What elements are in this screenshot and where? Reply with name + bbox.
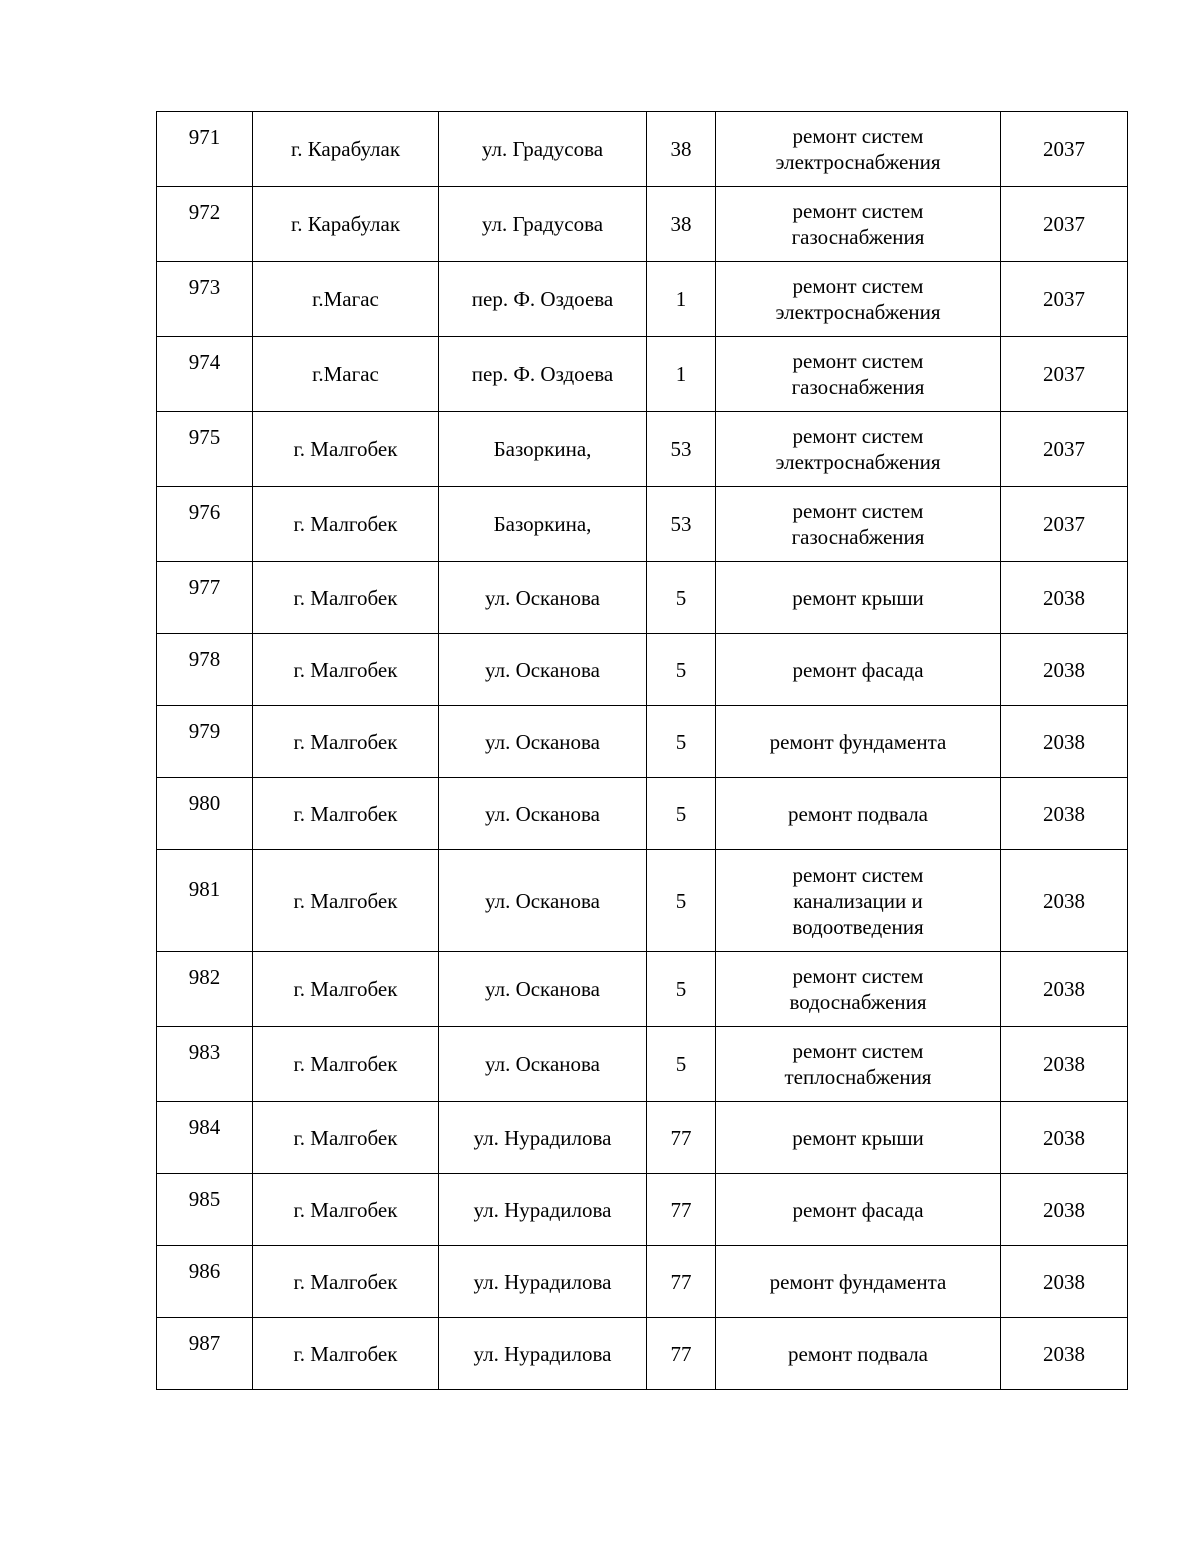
table-row	[157, 706, 1128, 778]
table-row	[157, 1174, 1128, 1246]
work-type-cell: ремонт крыши	[716, 1102, 1001, 1174]
table-row	[157, 952, 1128, 1027]
work-type-cell: ремонт систем теплоснабжения	[716, 1027, 1001, 1102]
row-number: 978	[157, 634, 253, 706]
house-cell: 77	[647, 1102, 716, 1174]
table-row	[157, 1246, 1128, 1318]
work-type-cell: ремонт подвала	[716, 778, 1001, 850]
year-cell: 2038	[1001, 778, 1128, 850]
row-number: 977	[157, 562, 253, 634]
year-cell: 2037	[1001, 112, 1128, 187]
table-row	[157, 634, 1128, 706]
row-number: 974	[157, 337, 253, 412]
work-type-cell: ремонт фундамента	[716, 706, 1001, 778]
city-cell: г. Малгобек	[253, 778, 439, 850]
city-cell: г. Карабулак	[253, 187, 439, 262]
table-row	[157, 262, 1128, 337]
city-cell: г.Магас	[253, 262, 439, 337]
row-number: 983	[157, 1027, 253, 1102]
table-row	[157, 1027, 1128, 1102]
house-cell: 38	[647, 112, 716, 187]
street-cell: ул. Осканова	[439, 1027, 647, 1102]
work-type-cell: ремонт подвала	[716, 1318, 1001, 1390]
year-cell: 2037	[1001, 487, 1128, 562]
table-row	[157, 487, 1128, 562]
work-type-cell: ремонт крыши	[716, 562, 1001, 634]
year-cell: 2038	[1001, 706, 1128, 778]
city-cell: г. Малгобек	[253, 1246, 439, 1318]
city-cell: г. Малгобек	[253, 850, 439, 952]
city-cell: г. Малгобек	[253, 634, 439, 706]
work-type-cell: ремонт систем электроснабжения	[716, 262, 1001, 337]
street-cell: Базоркина,	[439, 412, 647, 487]
year-cell: 2037	[1001, 337, 1128, 412]
year-cell: 2038	[1001, 1174, 1128, 1246]
street-cell: ул. Осканова	[439, 706, 647, 778]
city-cell: г. Малгобек	[253, 412, 439, 487]
table-row	[157, 850, 1128, 952]
city-cell: г. Малгобек	[253, 706, 439, 778]
street-cell: ул. Осканова	[439, 778, 647, 850]
work-type-cell: ремонт систем электроснабжения	[716, 112, 1001, 187]
street-cell: ул. Нурадилова	[439, 1174, 647, 1246]
row-number: 980	[157, 778, 253, 850]
street-cell: ул. Градусова	[439, 187, 647, 262]
table-row	[157, 562, 1128, 634]
house-cell: 1	[647, 262, 716, 337]
street-cell: Базоркина,	[439, 487, 647, 562]
street-cell: ул. Осканова	[439, 562, 647, 634]
year-cell: 2038	[1001, 1318, 1128, 1390]
year-cell: 2037	[1001, 412, 1128, 487]
year-cell: 2038	[1001, 1102, 1128, 1174]
house-cell: 5	[647, 634, 716, 706]
street-cell: ул. Нурадилова	[439, 1318, 647, 1390]
city-cell: г. Малгобек	[253, 562, 439, 634]
house-cell: 5	[647, 778, 716, 850]
row-number: 982	[157, 952, 253, 1027]
house-cell: 53	[647, 487, 716, 562]
city-cell: г. Малгобек	[253, 1318, 439, 1390]
row-number: 973	[157, 262, 253, 337]
year-cell: 2038	[1001, 1246, 1128, 1318]
city-cell: г. Малгобек	[253, 952, 439, 1027]
table-body	[157, 112, 1128, 1390]
house-cell: 5	[647, 1027, 716, 1102]
row-number: 979	[157, 706, 253, 778]
work-type-cell: ремонт фасада	[716, 634, 1001, 706]
street-cell: ул. Нурадилова	[439, 1102, 647, 1174]
house-cell: 77	[647, 1174, 716, 1246]
row-number: 975	[157, 412, 253, 487]
city-cell: г. Малгобек	[253, 487, 439, 562]
work-type-cell: ремонт систем газоснабжения	[716, 487, 1001, 562]
year-cell: 2038	[1001, 850, 1128, 952]
street-cell: пер. Ф. Оздоева	[439, 337, 647, 412]
house-cell: 77	[647, 1318, 716, 1390]
street-cell: ул. Осканова	[439, 850, 647, 952]
city-cell: г. Карабулак	[253, 112, 439, 187]
table-row	[157, 412, 1128, 487]
work-type-cell: ремонт систем электроснабжения	[716, 412, 1001, 487]
row-number: 984	[157, 1102, 253, 1174]
city-cell: г. Малгобек	[253, 1174, 439, 1246]
work-type-cell: ремонт фундамента	[716, 1246, 1001, 1318]
house-cell: 77	[647, 1246, 716, 1318]
row-number: 976	[157, 487, 253, 562]
year-cell: 2037	[1001, 187, 1128, 262]
work-type-cell: ремонт фасада	[716, 1174, 1001, 1246]
year-cell: 2038	[1001, 562, 1128, 634]
row-number: 985	[157, 1174, 253, 1246]
year-cell: 2038	[1001, 952, 1128, 1027]
table-row	[157, 778, 1128, 850]
table-row	[157, 187, 1128, 262]
year-cell: 2038	[1001, 1027, 1128, 1102]
work-type-cell: ремонт систем канализации и водоотведения	[716, 850, 1001, 952]
house-cell: 5	[647, 562, 716, 634]
street-cell: ул. Осканова	[439, 634, 647, 706]
city-cell: г.Магас	[253, 337, 439, 412]
house-cell: 53	[647, 412, 716, 487]
house-cell: 38	[647, 187, 716, 262]
row-number: 987	[157, 1318, 253, 1390]
city-cell: г. Малгобек	[253, 1027, 439, 1102]
row-number: 981	[157, 850, 253, 952]
house-cell: 5	[647, 952, 716, 1027]
repair-schedule-table	[156, 111, 1128, 1390]
table-row	[157, 1102, 1128, 1174]
work-type-cell: ремонт систем газоснабжения	[716, 337, 1001, 412]
work-type-cell: ремонт систем водоснабжения	[716, 952, 1001, 1027]
table-row	[157, 112, 1128, 187]
street-cell: ул. Осканова	[439, 952, 647, 1027]
row-number: 972	[157, 187, 253, 262]
table-row	[157, 337, 1128, 412]
work-type-cell: ремонт систем газоснабжения	[716, 187, 1001, 262]
street-cell: ул. Нурадилова	[439, 1246, 647, 1318]
house-cell: 1	[647, 337, 716, 412]
house-cell: 5	[647, 850, 716, 952]
street-cell: ул. Градусова	[439, 112, 647, 187]
city-cell: г. Малгобек	[253, 1102, 439, 1174]
table-row	[157, 1318, 1128, 1390]
house-cell: 5	[647, 706, 716, 778]
row-number: 986	[157, 1246, 253, 1318]
street-cell: пер. Ф. Оздоева	[439, 262, 647, 337]
row-number: 971	[157, 112, 253, 187]
year-cell: 2038	[1001, 634, 1128, 706]
year-cell: 2037	[1001, 262, 1128, 337]
